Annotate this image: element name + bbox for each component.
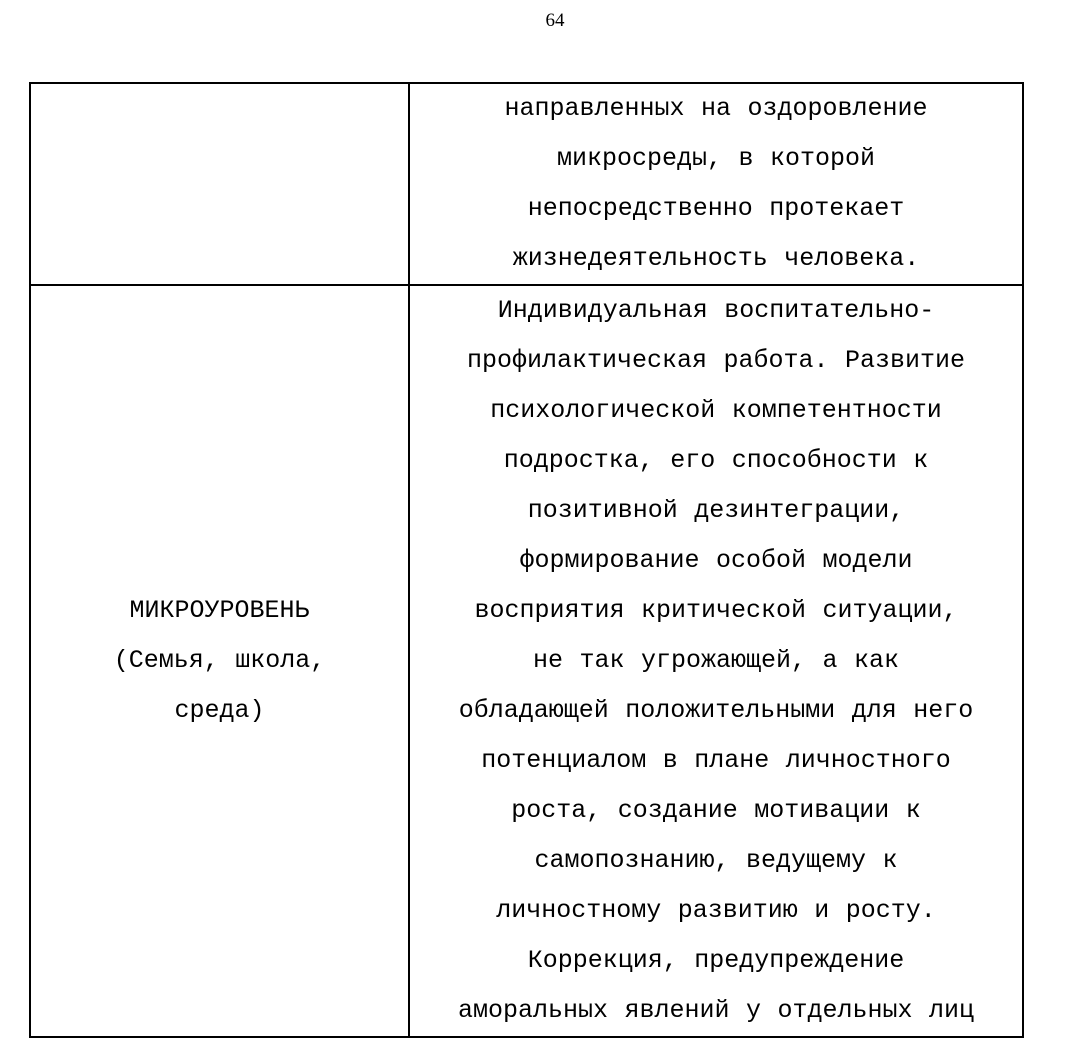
table-row — [30, 285, 1023, 1037]
text-line: позитивной дезинтеграции, — [527, 496, 905, 525]
level-title: МИКРОУРОВЕНЬ — [129, 596, 310, 625]
text-line: аморальных явлений у отдельных лиц — [457, 996, 975, 1025]
text-line: непосредственно протекает — [527, 194, 905, 223]
text-line: не так угрожающей, а как — [532, 646, 900, 675]
text-line: обладающей положительными для него — [458, 696, 974, 725]
content-cell — [409, 285, 1023, 1037]
text-line: психологической компетентности — [490, 396, 942, 425]
text-line: формирование особой модели — [519, 546, 913, 575]
text-line: самопознанию, ведущему к — [534, 846, 898, 875]
level-subtitle: среда) — [174, 696, 265, 725]
text-line: микросреды, в которой — [556, 144, 876, 173]
level-cell — [30, 285, 409, 1037]
text-line: потенциалом в плане личностного — [481, 746, 951, 775]
table-row — [30, 83, 1023, 285]
text-line: Коррекция, предупреждение — [527, 946, 905, 975]
content-text — [410, 84, 1022, 284]
content-cell — [409, 83, 1023, 285]
level-subtitle: (Семья, школа, — [113, 646, 326, 675]
levels-table — [29, 82, 1024, 1038]
text-line: жизнедеятельность человека. — [512, 244, 920, 273]
text-line: роста, создание мотивации к — [511, 796, 921, 825]
text-line: подростка, его способности к — [503, 446, 929, 475]
text-line: восприятия критической ситуации, — [474, 596, 958, 625]
text-line: направленных на оздоровление — [504, 94, 928, 123]
content-text — [410, 286, 1022, 1036]
text-line: профилактическая работа. Развитие — [466, 346, 966, 375]
text-line: Индивидуальная воспитательно- — [497, 296, 935, 325]
page-number: 64 — [545, 10, 565, 31]
text-line: личностному развитию и росту. — [496, 896, 936, 925]
level-text — [31, 586, 408, 736]
level-cell — [30, 83, 409, 285]
